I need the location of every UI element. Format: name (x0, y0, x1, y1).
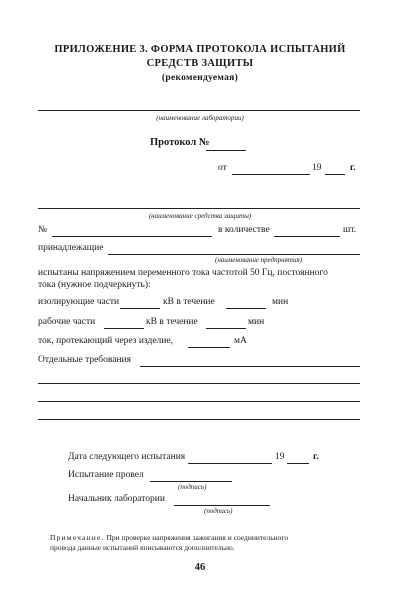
next-test-date-field[interactable] (188, 463, 272, 464)
protocol-label: Протокол № (150, 137, 210, 148)
quantity-field[interactable] (274, 236, 340, 237)
year-suffix: г. (350, 163, 356, 173)
tested-text-line1: испытаны напряжением переменного тока частотой 50 Гц, постоянного (38, 268, 328, 278)
insulating-min-label: мин (272, 297, 289, 307)
note-title: Примечание. (50, 533, 105, 542)
date-from-label: от (218, 163, 227, 173)
separate-requirements-field[interactable] (140, 366, 360, 367)
working-kv-label: кВ в течение (146, 317, 198, 327)
item-number-field[interactable] (52, 236, 212, 237)
conducted-signature-field[interactable] (150, 481, 232, 482)
appendix-title: ПРИЛОЖЕНИЕ 3. ФОРМА ПРОТОКОЛА ИСПЫТАНИЙ (54, 44, 346, 55)
head-label: Начальник лаборатории (68, 494, 165, 504)
insulating-kv-field[interactable] (120, 308, 160, 309)
next-test-year-field[interactable] (287, 463, 309, 464)
insulating-parts-label: изолирующие части (38, 297, 120, 307)
current-label: ток, протекающий через изделие, (38, 336, 173, 346)
working-min-label: мин (248, 317, 265, 327)
recommended-label: (рекомендуемая) (161, 73, 239, 83)
tested-text-line2: тока (нужное подчеркнуть): (38, 280, 151, 290)
separate-requirements-line3[interactable] (38, 401, 360, 402)
protection-means-caption: (наименование средства защиты) (148, 212, 252, 220)
conducted-label: Испытание провел (68, 470, 144, 480)
note-text-line2: провода данные испытаний вписываются дополнительно. (50, 543, 235, 552)
protection-means-line[interactable] (38, 208, 360, 209)
working-parts-label: рабочие части (38, 317, 96, 327)
appendix-title-line2: СРЕДСТВ ЗАЩИТЫ (146, 58, 254, 69)
head-signature-field[interactable] (174, 505, 270, 506)
current-field[interactable] (188, 347, 230, 348)
lab-name-caption: (наименование лаборатории) (156, 114, 244, 122)
insulating-kv-label: кВ в течение (163, 297, 215, 307)
enterprise-field[interactable] (108, 254, 360, 255)
conducted-signature-caption: (подпись) (178, 483, 207, 491)
quantity-unit: шт. (343, 225, 357, 235)
date-field[interactable] (232, 174, 310, 175)
quantity-label: в количестве (218, 225, 270, 235)
belonging-label: принадлежащие (38, 243, 104, 253)
year-field[interactable] (325, 174, 345, 175)
current-unit: мА (234, 336, 247, 346)
working-time-field[interactable] (206, 328, 246, 329)
note-text-line1: При проверке напряжения зажигания и соединительного (106, 533, 289, 542)
year-prefix: 19 (312, 163, 322, 173)
separate-requirements-line2[interactable] (38, 383, 360, 384)
page-number: 46 (194, 562, 206, 573)
insulating-time-field[interactable] (226, 308, 266, 309)
next-test-label: Дата следующего испытания (68, 452, 186, 462)
separate-requirements-label: Отдельные требования (38, 355, 132, 365)
next-test-year-suffix: г. (313, 452, 319, 462)
head-signature-caption: (подпись) (204, 507, 233, 515)
note-line1 (50, 533, 288, 542)
next-test-year-prefix: 19 (275, 452, 285, 462)
working-kv-field[interactable] (104, 328, 144, 329)
enterprise-caption: (наименование предприятия) (215, 256, 303, 264)
number-sign: № (38, 225, 48, 235)
protocol-number-field[interactable] (206, 150, 246, 151)
lab-name-line[interactable] (38, 110, 360, 111)
separate-requirements-line4[interactable] (38, 419, 360, 420)
